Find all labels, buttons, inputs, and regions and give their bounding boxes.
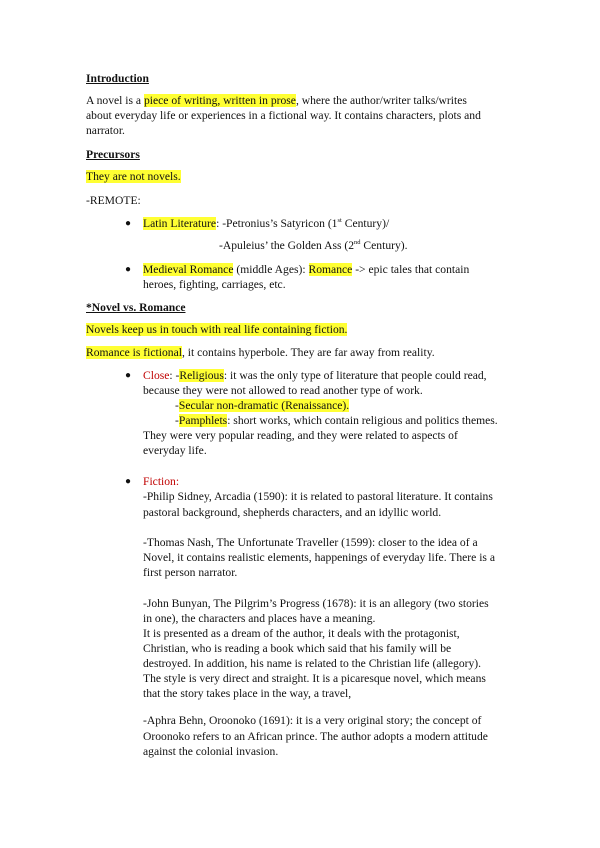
fiction-label: Fiction: [143,475,180,488]
latin-text: Century)/ [341,217,390,230]
close-label: Close [143,369,170,382]
behn-line-2: Oroonoko refers to an African prince. The author adopts a modern attitude [143,730,488,743]
highlight-touch: Novels keep us in touch with real life containing fiction. [86,323,348,336]
secular-line [175,398,349,413]
apuleius-text: Century). [360,239,408,252]
bunyan-line-1: -John Bunyan, The Pilgrim’s Progress (1678): it is an allegory (two stories [143,597,489,610]
close-text: : - [169,369,180,382]
heading-introduction: Introduction [86,72,149,85]
bunyan-line-4: Christian, who is reading a book which said that his family will be [143,642,452,655]
highlight-latin: Latin Literature [143,217,217,230]
superscript: st [337,217,342,225]
close-text: : it was the only type of literature that people could read, [223,369,487,382]
latin-line [143,216,389,231]
apuleius-text: -Apuleius’ the Golden Ass (2 [219,239,355,252]
bunyan-line-7: that the story takes place in the way, a travel, [143,687,352,700]
behn-line-1: -Aphra Behn, Oroonoko (1691): it is a very original story; the concept of [143,714,482,727]
highlight-romance-fictional: Romance is fictional [86,346,182,359]
nash-line-3: first person narrator. [143,566,238,579]
pamphlets-line-3: everyday life. [143,444,207,457]
pamphlets-line-1 [175,413,498,428]
not-novels-line [86,169,181,184]
bullet-icon: ● [125,370,132,381]
bunyan-line-3: It is presented as a dream of the author, it deals with the protagonist, [143,627,460,640]
close-line-2: because they were not allowed to read another type of work. [143,384,423,397]
close-line-1 [143,368,487,383]
heading-novel-vs-romance: *Novel vs. Romance [86,301,186,314]
apuleius-line [219,238,408,253]
intro-line-1 [86,93,467,108]
medieval-text: -> epic tales that contain [352,263,470,276]
bullet-icon: ● [125,476,132,487]
pamphlets-text: : short works, which contain religious and politics themes. [227,414,498,427]
highlight-romance: Romance [308,263,353,276]
latin-text: : -Petronius’s Satyricon (1 [216,217,338,230]
medieval-line-2: heroes, fighting, carriages, etc. [143,278,286,291]
romance-line [86,345,435,360]
intro-text: , where the author/writer talks/writes [295,94,467,107]
intro-text: A novel is a [86,94,144,107]
highlight-secular: Secular non-dramatic (Renaissance). [178,399,350,412]
intro-line-2: about everyday life or experiences in a fictional way. It contains characters, plots and [86,109,481,122]
sidney-line-2: pastoral background, shepherds characters, and an idyllic world. [143,506,442,519]
bunyan-line-5: destroyed. In addition, his name is related to the Christian life (allegory). [143,657,482,670]
highlight-medieval: Medieval Romance [143,263,234,276]
pamphlets-dash: - [175,414,179,427]
nash-line-2: Novel, it contains realistic elements, happenings of everyday life. There is a [143,551,495,564]
behn-line-3: against the colonial invasion. [143,745,279,758]
bullet-icon: ● [125,218,132,229]
medieval-text: (middle Ages): [233,263,309,276]
romance-text: , it contains hyperbole. They are far away from reality. [181,346,435,359]
highlight-religious: Religious [179,369,224,382]
highlight-prose: piece of writing, written in prose [143,94,296,107]
nash-line-1: -Thomas Nash, The Unfortunate Traveller (1599): closer to the idea of a [143,536,478,549]
bunyan-line-6: The style is very direct and straight. It is a picaresque novel, which means [143,672,486,685]
intro-line-3: narrator. [86,124,125,137]
pamphlets-line-2: They were very popular reading, and they were related to aspects of [143,429,458,442]
sidney-line-1: -Philip Sidney, Arcadia (1590): it is related to pastoral literature. It contains [143,490,493,503]
highlight-pamphlets: Pamphlets [178,414,228,427]
remote-line: -REMOTE: [86,194,141,207]
touch-line [86,322,347,337]
highlight-not-novels: They are not novels. [86,170,181,183]
superscript: nd [354,239,361,247]
secular-dash: - [175,399,179,412]
medieval-line-1 [143,262,469,277]
bullet-icon: ● [125,264,132,275]
bunyan-line-2: in one), the characters and places have a meaning. [143,612,376,625]
heading-precursors: Precursors [86,148,140,161]
